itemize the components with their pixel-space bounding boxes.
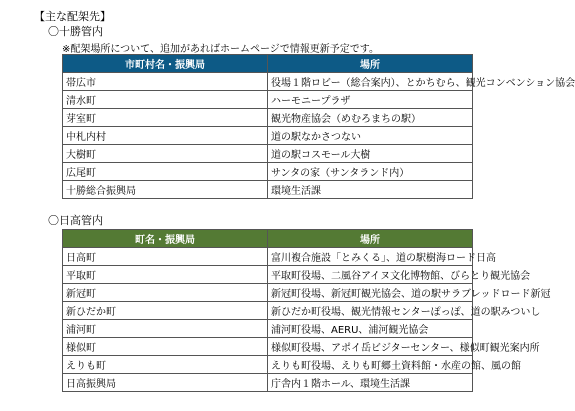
table-row	[63, 356, 473, 374]
header-municipality: 市町村名・振興局	[63, 55, 268, 73]
location-cell: 庁舎内１階ホール、環境生活課	[268, 374, 473, 392]
location-cell: 道の駅コスモール大樹	[268, 145, 473, 163]
header-location: 場所	[268, 230, 473, 248]
table-row	[63, 109, 473, 127]
municipality-cell: 新ひだか町	[63, 302, 268, 320]
municipality-cell: 日高振興局	[63, 374, 268, 392]
table-row	[63, 338, 473, 356]
municipality-cell: 中札内村	[63, 127, 268, 145]
municipality-cell: 芽室町	[63, 109, 268, 127]
location-cell: 環境生活課	[268, 181, 473, 199]
location-cell: 平取町役場、二風谷アイヌ文化博物館、びらとり観光協会	[268, 266, 473, 284]
location-cell: えりも町役場、えりも町郷土資料館・水産の館、風の館	[268, 356, 473, 374]
municipality-cell: 広尾町	[63, 163, 268, 181]
municipality-cell: 十勝総合振興局	[63, 181, 268, 199]
header-location: 場所	[268, 55, 473, 73]
table-row	[63, 181, 473, 199]
page-heading: 【主な配架先】	[34, 10, 111, 23]
location-cell: 役場１階ロビー（総合案内）、とかちむら、観光コンベンション協会	[268, 73, 473, 91]
municipality-cell: えりも町	[63, 356, 268, 374]
table-row	[63, 374, 473, 392]
table-row	[63, 91, 473, 109]
hidaka-table	[62, 229, 551, 392]
hidaka-section-title: 〇日高管内	[48, 214, 103, 227]
municipality-cell: 様似町	[63, 338, 268, 356]
table-row	[63, 73, 473, 91]
table-row	[63, 284, 473, 302]
table-row	[63, 302, 473, 320]
location-cell: 富川複合施設「とみくる」、道の駅樹海ロード日高	[268, 248, 473, 266]
location-cell: サンタの家（サンタランド内）	[268, 163, 473, 181]
location-cell: 浦河町役場、AERU、浦河観光協会	[268, 320, 473, 338]
municipality-cell: 清水町	[63, 91, 268, 109]
location-cell: 道の駅なかさつない	[268, 127, 473, 145]
municipality-cell: 浦河町	[63, 320, 268, 338]
update-note: ※配架場所について、追加があればホームページで情報更新予定です。	[62, 44, 379, 55]
table-row	[63, 320, 473, 338]
location-cell: 様似町役場、アポイ岳ビジターセンター、様似町観光案内所	[268, 338, 473, 356]
tokachi-section-title: 〇十勝管内	[48, 25, 103, 38]
table-row	[63, 145, 473, 163]
table-header-row	[63, 55, 473, 73]
table-row	[63, 266, 473, 284]
table-row	[63, 127, 473, 145]
table-row	[63, 248, 473, 266]
tokachi-table	[62, 54, 575, 199]
location-cell: 観光物産協会（めむろまちの駅）	[268, 109, 473, 127]
municipality-cell: 日高町	[63, 248, 268, 266]
municipality-cell: 平取町	[63, 266, 268, 284]
table-header-row	[63, 230, 473, 248]
location-cell: ハーモニープラザ	[268, 91, 473, 109]
header-municipality: 町名・振興局	[63, 230, 268, 248]
table-row	[63, 163, 473, 181]
municipality-cell: 帯広市	[63, 73, 268, 91]
location-cell: 新冠町役場、新冠町観光協会、道の駅サラブレッドロード新冠	[268, 284, 473, 302]
municipality-cell: 大樹町	[63, 145, 268, 163]
location-cell: 新ひだか町役場、観光情報センターぽっぽ、道の駅みついし	[268, 302, 473, 320]
municipality-cell: 新冠町	[63, 284, 268, 302]
